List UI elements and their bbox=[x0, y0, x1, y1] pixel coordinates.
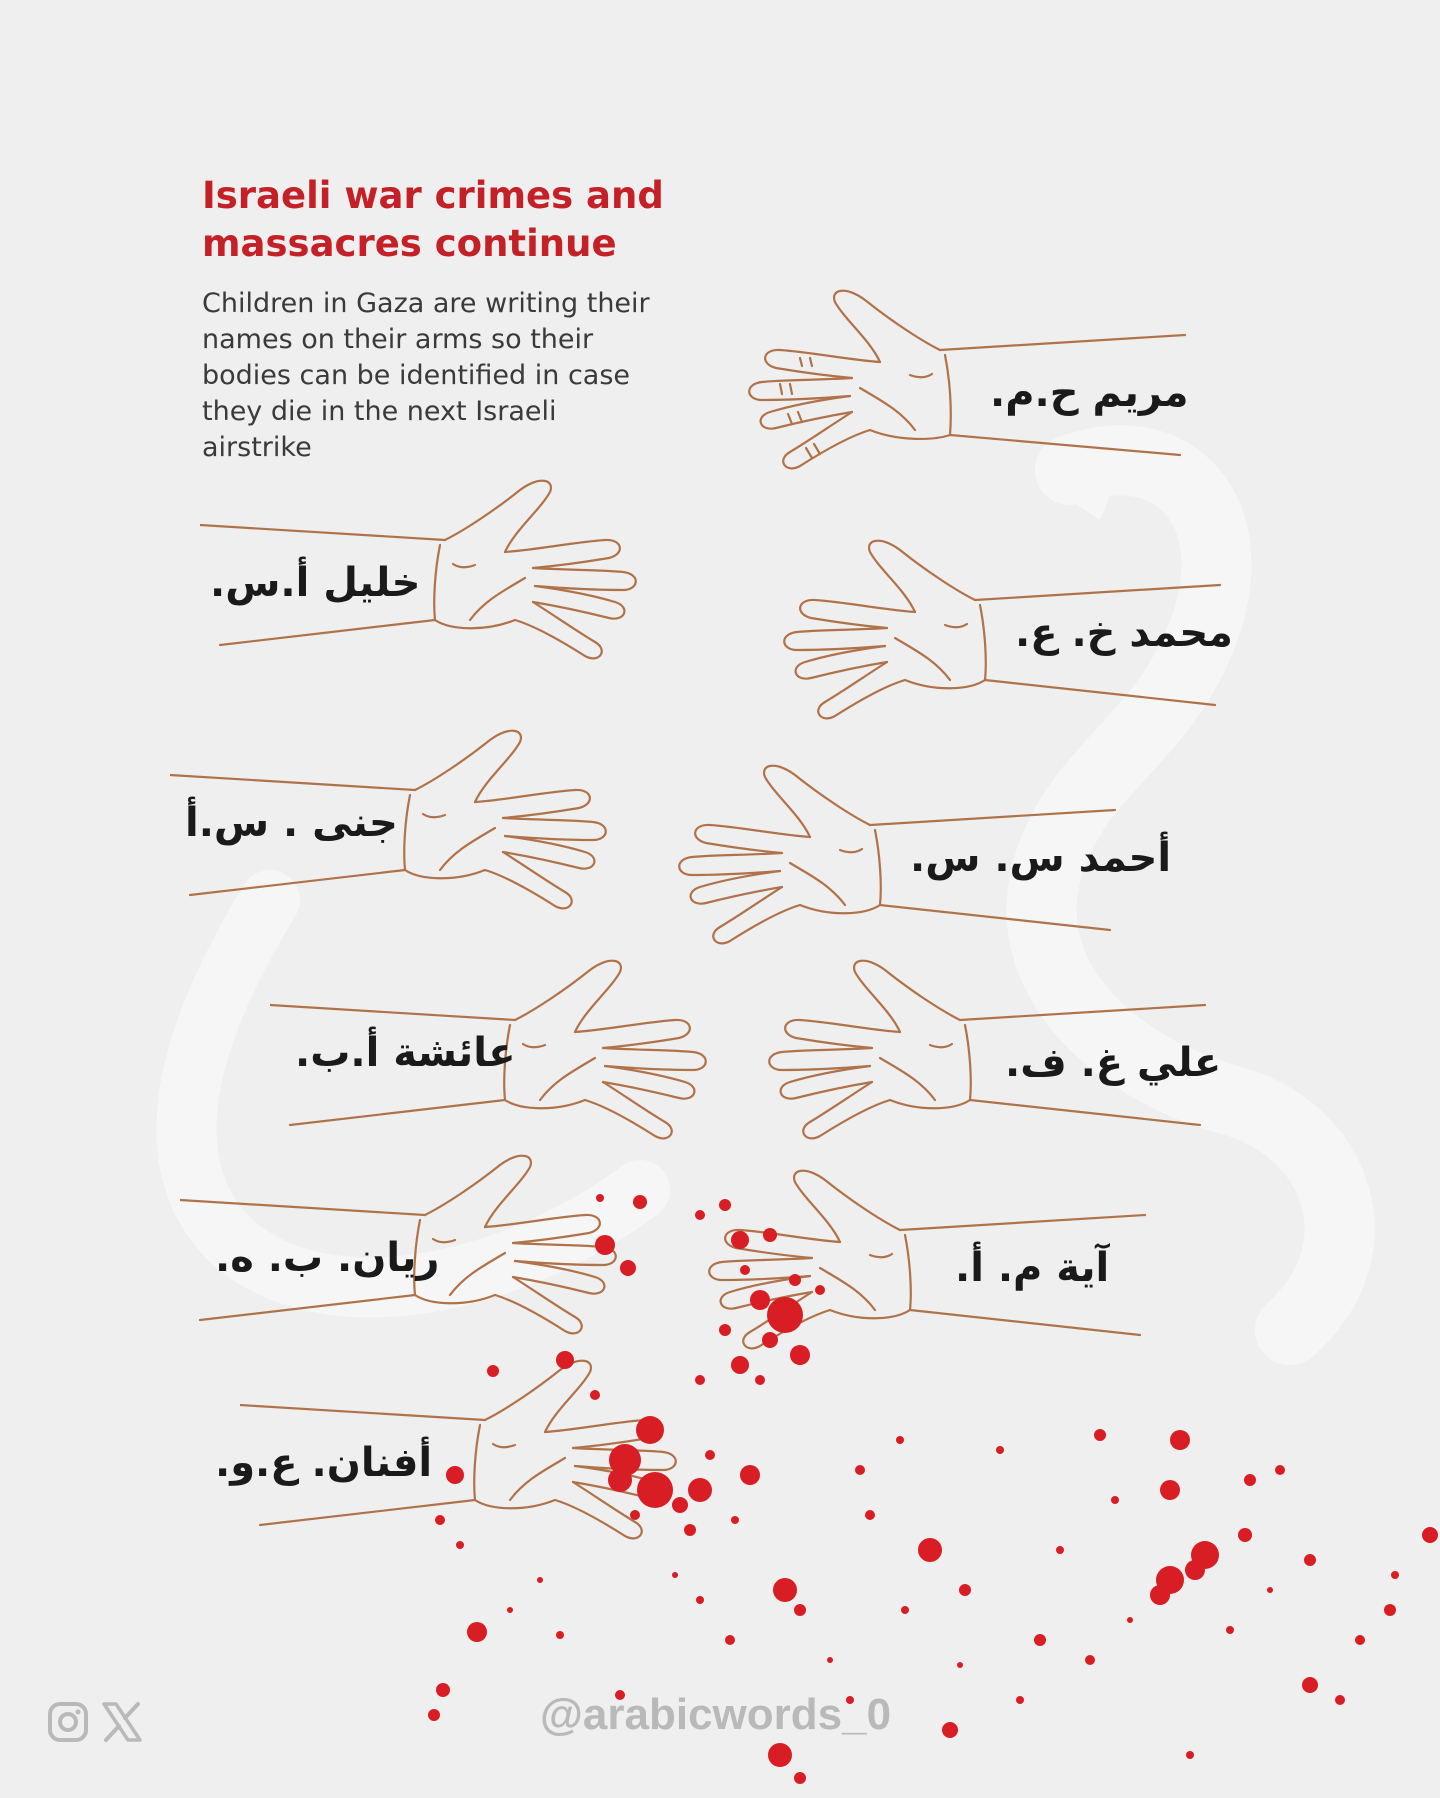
page-subtitle: Children in Gaza are writing their names on their arms so their bodies can be identified in case they die in the next Israeli airstrike bbox=[202, 288, 650, 463]
child-name-9: آية م. أ. bbox=[955, 1245, 1110, 1291]
x-icon[interactable] bbox=[100, 1700, 144, 1744]
child-name-7: علي غ. ف. bbox=[1005, 1040, 1222, 1086]
instagram-icon[interactable] bbox=[46, 1700, 90, 1744]
account-handle[interactable]: @arabicwords_0 bbox=[540, 1690, 892, 1739]
child-name-2: خليل أ.س. bbox=[210, 560, 421, 606]
child-name-5: أحمد س. س. bbox=[910, 835, 1172, 881]
child-name-8: ريان. ب. ه. bbox=[215, 1235, 440, 1281]
child-name-6: عائشة أ.ب. bbox=[295, 1030, 516, 1076]
page-title: Israeli war crimes and massacres continue bbox=[202, 174, 664, 265]
child-name-1: مريم ح.م. bbox=[990, 370, 1189, 416]
child-name-10: أفنان. ع.و. bbox=[215, 1440, 433, 1486]
child-name-4: جنى . س.أ bbox=[185, 800, 398, 846]
child-name-3: محمد خ. ع. bbox=[1015, 610, 1233, 656]
